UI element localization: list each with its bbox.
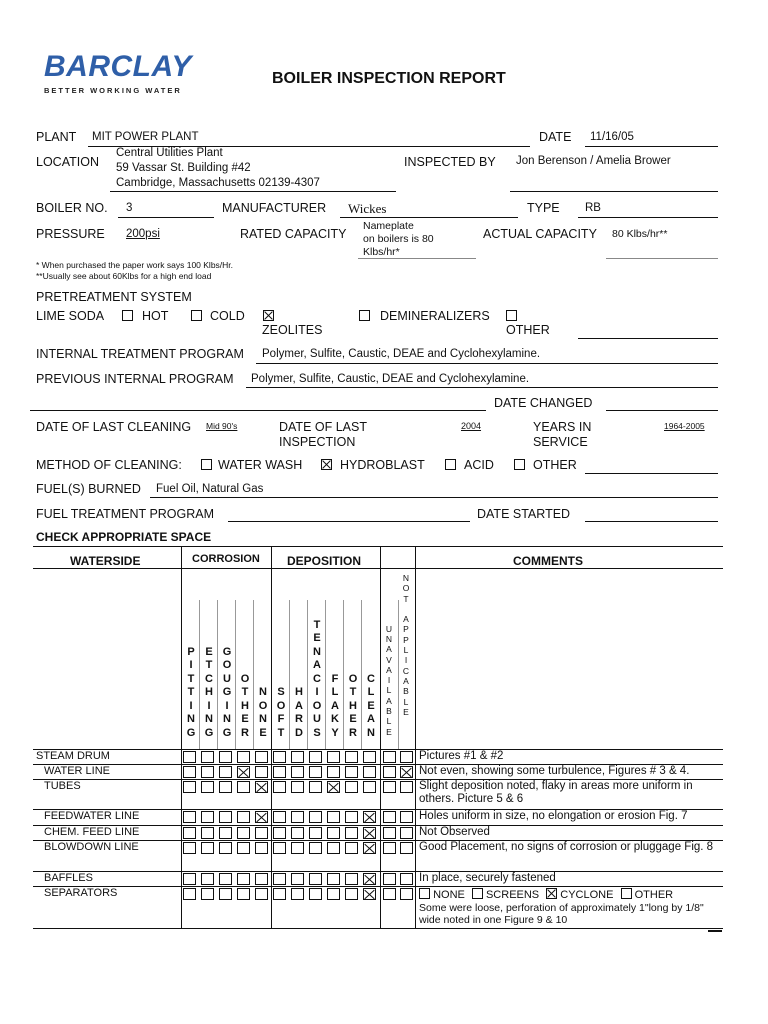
inspected-by-label: INSPECTED BY [404,155,496,169]
hydroblast-label: HYDROBLAST [340,458,425,472]
row-checkbox[interactable] [273,781,286,793]
previous-internal-label: PREVIOUS INTERNAL PROGRAM [36,372,234,386]
rated-capacity-line2: on boilers is 80 [363,233,434,245]
row-checkbox[interactable] [183,781,196,793]
actual-capacity-label: ACTUAL CAPACITY [483,227,597,241]
row-checkbox[interactable] [273,766,286,778]
pretreatment-label: PRETREATMENT SYSTEM [36,290,192,304]
row-checkbox[interactable] [363,888,376,900]
row-checkbox[interactable] [237,766,250,778]
lime-soda-label: LIME SODA [36,309,105,323]
sep-screens-label: SCREENS [485,889,540,901]
row-checkbox[interactable] [363,751,376,763]
row-checkbox[interactable] [183,842,196,854]
sep-cyclone-label: CYCLONE [560,889,614,901]
row-checkbox[interactable] [255,811,268,823]
row-checkbox[interactable] [400,842,413,854]
date-value: 11/16/05 [590,131,634,143]
water-wash-label: WATER WASH [218,458,303,472]
fuels-label: FUEL(S) BURNED [36,482,141,496]
row-checkbox[interactable] [345,888,358,900]
row-checkbox[interactable] [219,873,232,885]
row-checkbox[interactable] [219,766,232,778]
row-checkbox[interactable] [309,781,322,793]
years-in-service-value: 1964-2005 [664,421,705,431]
row-checkbox[interactable] [363,781,376,793]
row-label: WATER LINE [44,765,111,777]
row-checkbox[interactable] [327,811,340,823]
check-title: CHECK APPROPRIATE SPACE [36,530,212,544]
years-in-service-label-1: YEARS IN [533,420,592,434]
column-header-unavailable: U N A V A I L A B L E [385,623,393,737]
rated-capacity-line3: Klbs/hr* [363,246,400,258]
rated-capacity-label: RATED CAPACITY [240,227,347,241]
row-checkbox[interactable] [383,751,396,763]
row-checkbox[interactable] [363,827,376,839]
row-checkbox[interactable] [255,766,268,778]
row-checkbox[interactable] [273,751,286,763]
column-header-1: E T C H I N G [204,645,214,739]
row-checkbox[interactable] [400,827,413,839]
row-checkbox[interactable] [309,888,322,900]
row-checkbox[interactable] [201,751,214,763]
logo-tagline: BETTER WORKING WATER [44,86,182,95]
column-header-5: S O F T [276,686,286,739]
cold-label: COLD [210,309,245,323]
row-checkbox[interactable] [237,827,250,839]
location-line1: Central Utilities Plant [116,147,223,159]
pressure-label: PRESSURE [36,227,105,241]
previous-internal-value: Polymer, Sulfite, Caustic, DEAE and Cyclohexylamine. [251,373,530,385]
plant-value: MIT POWER PLANT [92,131,199,143]
type-value: RB [585,202,601,214]
column-header-10: C L E A N [367,672,375,739]
row-checkbox[interactable] [273,842,286,854]
row-checkbox[interactable] [201,888,214,900]
row-checkbox[interactable] [383,781,396,793]
row-checkbox[interactable] [255,873,268,885]
hydroblast-checkbox[interactable] [321,459,332,470]
location-label: LOCATION [36,155,99,169]
fuels-value: Fuel Oil, Natural Gas [156,483,264,495]
row-label: BAFFLES [44,872,93,884]
boiler-no-label: BOILER NO. [36,201,108,215]
row-checkbox[interactable] [345,751,358,763]
manufacturer-label: MANUFACTURER [222,201,327,215]
location-line3: Cambridge, Massachusetts 02139-4307 [116,177,320,189]
row-checkbox[interactable] [363,766,376,778]
other-method-checkbox[interactable] [514,459,525,470]
rated-capacity-line1: Nameplate [363,220,414,232]
years-in-service-label-2: SERVICE [533,435,588,449]
row-checkbox[interactable] [255,781,268,793]
column-header-2: G O U G I N G [222,645,232,739]
row-checkbox[interactable] [201,781,214,793]
hot-label: HOT [142,309,169,323]
sep-cyclone-checkbox[interactable] [546,888,557,899]
row-checkbox[interactable] [363,811,376,823]
row-comment: Not even, showing some turbulence, Figures # 3 & 4. [419,765,690,777]
row-checkbox[interactable] [363,873,376,885]
row-checkbox[interactable] [291,873,304,885]
column-header-3: O T H E R [240,672,250,739]
date-label: DATE [539,130,572,144]
row-checkbox[interactable] [237,811,250,823]
row-checkbox[interactable] [383,842,396,854]
last-cleaning-value: Mid 90's [206,421,238,431]
acid-checkbox[interactable] [445,459,456,470]
row-checkbox[interactable] [255,842,268,854]
boiler-no-value: 3 [126,202,133,214]
row-checkbox[interactable] [255,827,268,839]
row-checkbox[interactable] [400,888,413,900]
row-checkbox[interactable] [219,751,232,763]
acid-label: ACID [464,458,494,472]
row-checkbox[interactable] [327,781,340,793]
row-checkbox[interactable] [291,827,304,839]
row-label: CHEM. FEED LINE [44,826,140,838]
column-header-0: P I T T I N G [186,645,196,739]
last-cleaning-label: DATE OF LAST CLEANING [36,420,192,434]
row-checkbox[interactable] [183,827,196,839]
fuel-treatment-label: FUEL TREATMENT PROGRAM [36,507,215,521]
report-title: BOILER INSPECTION REPORT [272,70,506,87]
row-comment: Not Observed [419,826,490,838]
row-checkbox[interactable] [291,811,304,823]
row-checkbox[interactable] [309,766,322,778]
sep-screens-checkbox[interactable] [472,888,483,899]
row-checkbox[interactable] [201,811,214,823]
row-checkbox[interactable] [309,751,322,763]
row-checkbox[interactable] [273,888,286,900]
demineralizers-checkbox[interactable] [359,310,370,321]
deposition-header: DEPOSITION [287,554,362,568]
row-comment: Pictures #1 & #2 [419,750,504,762]
row-checkbox[interactable] [291,842,304,854]
barclay-logo [44,50,192,95]
row-checkbox[interactable] [219,842,232,854]
row-checkbox[interactable] [345,811,358,823]
sep-none-checkbox[interactable] [419,888,430,899]
hot-checkbox[interactable] [122,310,133,321]
row-label: STEAM DRUM [36,750,110,762]
method-label: METHOD OF CLEANING: [36,458,182,472]
row-checkbox[interactable] [383,766,396,778]
row-checkbox[interactable] [400,766,413,778]
row-checkbox[interactable] [183,766,196,778]
column-header-4: N O N E [258,686,268,739]
row-checkbox[interactable] [255,888,268,900]
row-checkbox[interactable] [219,811,232,823]
row-checkbox[interactable] [309,827,322,839]
logo-name: BARCLAY [44,50,192,83]
row-checkbox[interactable] [309,873,322,885]
row-checkbox[interactable] [327,751,340,763]
cold-checkbox[interactable] [191,310,202,321]
row-checkbox[interactable] [309,842,322,854]
date-started-label: DATE STARTED [477,507,571,521]
row-checkbox[interactable] [201,842,214,854]
row-label: TUBES [44,780,81,792]
row-checkbox[interactable] [383,827,396,839]
separators-options [419,888,673,901]
row-checkbox[interactable] [183,873,196,885]
row-checkbox[interactable] [219,888,232,900]
corrosion-header: CORROSION [192,553,260,565]
internal-treatment-value: Polymer, Sulfite, Caustic, DEAE and Cyclohexylamine. [262,348,541,360]
row-checkbox[interactable] [345,781,358,793]
column-header-not-applicable: N O T A P P L I C A B L E [402,573,410,717]
row-checkbox[interactable] [183,811,196,823]
row-checkbox[interactable] [327,827,340,839]
row-comment: Good Placement, no signs of corrosion or pluggage Fig. 8 [419,841,714,853]
row-checkbox[interactable] [327,873,340,885]
row-checkbox[interactable] [383,811,396,823]
row-checkbox[interactable] [383,873,396,885]
row-checkbox[interactable] [291,781,304,793]
row-checkbox[interactable] [273,873,286,885]
row-checkbox[interactable] [291,751,304,763]
row-checkbox[interactable] [400,781,413,793]
row-checkbox[interactable] [237,888,250,900]
row-comment: Holes uniform in size, no elongation or erosion Fig. 7 [419,810,688,822]
row-checkbox[interactable] [400,751,413,763]
row-checkbox[interactable] [400,873,413,885]
inspected-by-value: Jon Berenson / Amelia Brower [516,155,671,167]
row-checkbox[interactable] [327,766,340,778]
row-checkbox[interactable] [345,842,358,854]
row-checkbox[interactable] [219,827,232,839]
row-checkbox[interactable] [201,827,214,839]
row-checkbox[interactable] [327,888,340,900]
row-checkbox[interactable] [345,766,358,778]
row-label: BLOWDOWN LINE [44,841,139,853]
water-wash-checkbox[interactable] [201,459,212,470]
manufacturer-value: Wickes [348,201,387,216]
row-checkbox[interactable] [237,751,250,763]
column-header-8: F L A K Y [331,672,339,739]
other-method-label: OTHER [533,458,577,472]
row-checkbox[interactable] [201,873,214,885]
footnote-1: * When purchased the paper work says 100 Klbs/Hr. [36,260,234,270]
row-checkbox[interactable] [291,766,304,778]
pressure-value: 200psi [126,228,160,240]
comments-header: COMMENTS [513,554,583,568]
plant-label: PLANT [36,130,77,144]
other-pretreatment-label: OTHER [506,323,550,337]
row-checkbox[interactable] [345,827,358,839]
row-checkbox[interactable] [400,811,413,823]
row-checkbox[interactable] [255,751,268,763]
row-checkbox[interactable] [237,781,250,793]
sep-none-label: NONE [433,889,465,901]
column-header-6: H A R D [295,686,303,739]
column-header-9: O T H E R [348,672,358,739]
location-line2: 59 Vassar St. Building #42 [116,162,251,174]
last-inspection-label-2: INSPECTION [279,435,356,449]
actual-capacity-value: 80 Klbs/hr** [612,228,668,240]
row-checkbox[interactable] [219,781,232,793]
internal-treatment-label: INTERNAL TREATMENT PROGRAM [36,347,244,361]
row-checkbox[interactable] [309,811,322,823]
row-checkbox[interactable] [345,873,358,885]
zeolites-checkbox[interactable] [263,310,274,321]
row-label: FEEDWATER LINE [44,810,140,822]
row-comment: Some were loose, perforation of approximately 1"long by 1/8" wide noted in one Figure 9 & 10 [419,902,704,926]
sep-other-checkbox[interactable] [621,888,632,899]
waterside-header: WATERSIDE [70,554,141,568]
footnote-2: **Usually see about 60Klbs for a high end load [36,271,212,281]
type-label: TYPE [527,201,560,215]
row-checkbox[interactable] [237,873,250,885]
row-label: SEPARATORS [44,887,118,899]
row-checkbox[interactable] [327,842,340,854]
demineralizers-label: DEMINERALIZERS [380,309,490,323]
row-checkbox[interactable] [237,842,250,854]
row-checkbox[interactable] [183,751,196,763]
date-changed-label: DATE CHANGED [494,396,593,410]
sep-other-label: OTHER [634,889,674,901]
row-checkbox[interactable] [383,888,396,900]
row-checkbox[interactable] [183,888,196,900]
zeolites-label: ZEOLITES [262,323,323,337]
row-checkbox[interactable] [201,766,214,778]
last-inspection-value: 2004 [461,421,482,431]
row-comment: In place, securely fastened [419,872,556,884]
other-pretreatment-checkbox[interactable] [506,310,517,321]
row-comment: Slight deposition noted, flaky in areas more uniform in others. Picture 5 & 6 [419,780,693,805]
row-checkbox[interactable] [291,888,304,900]
last-inspection-label-1: DATE OF LAST [279,420,367,434]
row-checkbox[interactable] [273,827,286,839]
row-checkbox[interactable] [363,842,376,854]
column-header-7: T E N A C I O U S [312,618,322,739]
row-checkbox[interactable] [273,811,286,823]
